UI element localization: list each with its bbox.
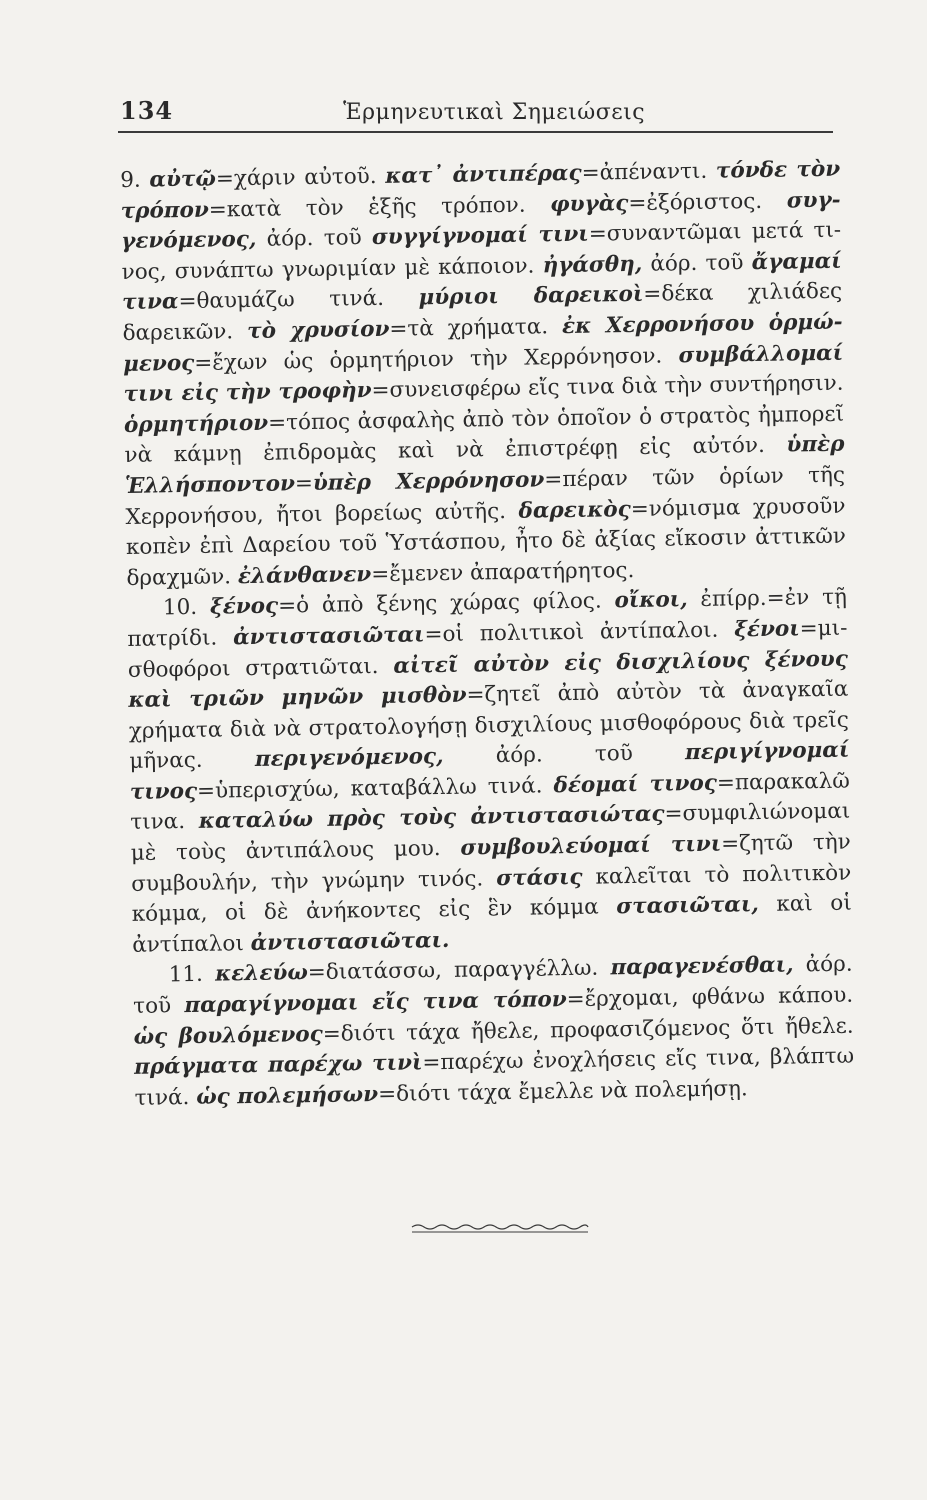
gloss-term: πράγματα παρέχω τινὶ (133, 1050, 423, 1081)
gloss-text: =παρακαλῶ τινα. (130, 768, 850, 836)
gloss-term: τόνδε τὸν τρόπον (120, 156, 841, 224)
gloss-text: ἀόρ. τοῦ (133, 952, 853, 1019)
gloss-text: =ζητεῖ ἀπὸ αὐτὸν τὰ ἀναγκαῖα χρήματα διὰ νὰ στρατολογήσῃ δισχιλίους μισθοφόρους διὰ τρεῖς μῆνας. (128, 676, 849, 775)
gloss-text: =ἐξόριστος. (628, 188, 787, 216)
gloss-term: ξένος (209, 593, 279, 620)
gloss-term: μύριοι δαρεικοὶ (418, 282, 644, 311)
gloss-term: ἠγάσθη, (542, 251, 643, 279)
gloss-term: συμβάλλομαί τινι εἰς τὴν τροφὴν (123, 340, 844, 408)
page-header (120, 96, 832, 125)
gloss-text: =διότι τάχα ἔμελλε νὰ πολεμήσῃ. (377, 1076, 748, 1107)
gloss-text: ἀόρ. τοῦ (642, 249, 752, 277)
gloss-text: =συμφιλιώνομαι μὲ τοὺς ἀντιπάλους μου. (130, 799, 851, 866)
gloss-text: =συνεισφέρω εἴς τινα διὰ τὴν συντήρησιν. (371, 370, 844, 404)
gloss-text: =διότι τάχα ἤθελε, προφασιζόμενος ὅτι ἤθελε. (322, 1013, 854, 1047)
gloss-term: ὑπὲρ Χερρόνησον (312, 467, 545, 496)
gloss-text: ἀόρ. τοῦ (443, 740, 686, 770)
gloss-term: φυγὰς (549, 190, 629, 217)
gloss-text: =νόμισμα χρυσοῦν κοπὲν ἐπὶ Δαρείου τοῦ Ὑστάσπου, ἦτο δὲ ἀξίας εἴκοσιν ἀττικῶν δραχμῶν. (125, 493, 847, 591)
gloss-text: =διατάσσω, παραγγέλλω. (307, 955, 611, 986)
page-number: 134 (120, 96, 174, 125)
gloss-text: =παρέχω ἐνοχλήσεις εἴς τινα, βλάπτω τινά. (134, 1043, 855, 1111)
gloss-term: παραγενέσθαι, (610, 952, 794, 981)
gloss-text: καλεῖται τὸ πολιτικὸν κόμμα, οἱ δὲ ἀνήκοντες εἰς ἓν κόμμα (131, 860, 852, 928)
gloss-text: =ἔμενεν ἀπαρατήρητος. (371, 557, 635, 587)
gloss-text: =συναντῶμαι μετά τινος, συνάπτω γνωριμίαν μὲ κάποιον. (121, 217, 842, 285)
paragraph-11 (132, 950, 854, 1114)
gloss-term: καταλύω πρὸς τοὺς ἀντιστασιώτας (198, 801, 665, 835)
gloss-text: =κατὰ τὸν ἑξῆς τρόπον. (208, 191, 551, 223)
gloss-term: παραγίγνομαι εἴς τινα τόπον (184, 987, 567, 1019)
gloss-term: ὡς πολεμήσων (196, 1081, 379, 1110)
gloss-term: ἀντιστασιῶται. (250, 927, 450, 956)
text-body (120, 155, 855, 1115)
gloss-term: ἀντιστασιῶται (232, 622, 425, 651)
gloss-text: 11. (168, 962, 216, 988)
gloss-term: οἴκοι, (614, 587, 688, 614)
gloss-term: ἐκ Χερρονήσου ὁρμώμενος (122, 309, 843, 377)
gloss-term: ξένοι (734, 616, 800, 643)
gloss-term: αὐτῷ (149, 166, 217, 193)
gloss-term: συμβουλεύομαί τινι (460, 831, 722, 861)
gloss-text: ἀόρ. τοῦ (256, 225, 373, 253)
gloss-term: κατ᾽ ἀντιπέρας (385, 160, 582, 189)
gloss-term: ὑπὲρ Ἑλλήσποντον (124, 432, 845, 499)
section-end-ornament (410, 1222, 590, 1236)
gloss-text: =ἀπέναντι. (581, 158, 717, 186)
gloss-term: κελεύω (214, 960, 309, 988)
gloss-term: περιγίγνομαί τινος (129, 737, 850, 805)
gloss-text: καὶ οἱ ἀντίπαλοι (132, 890, 852, 958)
gloss-text: 10. (162, 594, 211, 621)
paragraph-10 (127, 583, 853, 961)
gloss-text: =θαυμάζω τινά. (178, 285, 419, 315)
gloss-text: =ὑπερισχύω, καταβάλλω τινά. (196, 773, 554, 804)
gloss-text: =ἔχων ὡς ὁρμητήριον τὴν Χερρόνησον. (194, 342, 679, 376)
gloss-text: =πέραν τῶν ὁρίων τῆς Χερρονήσου, ἤτοι βορείως αὐτῆς. (125, 462, 846, 530)
gloss-term: ὡς βουλόμενος (133, 1021, 323, 1050)
gloss-text: =τόπος ἀσφαλὴς ἀπὸ τὸν ὁποῖον ὁ στρατὸς ἠμπορεῖ νὰ κάμνῃ ἐπιδρομὰς καὶ νὰ ἐπιστρέφῃ εἰς αὐτόν. (124, 401, 845, 469)
gloss-term: δέομαί τινος (553, 770, 718, 799)
gloss-term: ἄγαμαί τινα (121, 248, 842, 316)
gloss-text: =ζητῶ τὴν συμβουλήν, τὴν γνώμην τινός. (131, 829, 851, 897)
gloss-term: συγγενόμενος, (120, 187, 841, 255)
gloss-text: ἐπίρρ.=ἐν τῇ πατρίδι. (127, 584, 848, 652)
gloss-term: ὁρμητήριον (123, 410, 269, 438)
gloss-term: στασιῶται, (616, 892, 759, 920)
gloss-text: =ἔρχομαι, φθάνω κάπου. (566, 982, 854, 1013)
gloss-term: περιγενόμενος, (254, 744, 444, 773)
gloss-term: συγγίγνομαί τινι (371, 221, 589, 251)
gloss-term: αἰτεῖ αὐτὸν εἰς δισχιλίους ξένους καὶ τριῶν μηνῶν μισθὸν (128, 646, 849, 714)
paragraph-9 (120, 155, 847, 595)
gloss-text: =μισθοφόροι στρατιῶται. (127, 615, 848, 683)
gloss-term: στάσις (496, 864, 583, 891)
gloss-text: 9. (120, 167, 150, 193)
gloss-text: =χάριν αὐτοῦ. (215, 163, 386, 192)
gloss-term: ἐλάνθανεν (237, 561, 372, 589)
gloss-term: δαρεικὸς (518, 496, 631, 524)
gloss-text: =οἱ πολιτικοὶ ἀντίπαλοι. (424, 617, 735, 648)
gloss-text: =τὰ χρήματα. (389, 314, 563, 342)
gloss-text: = (294, 470, 314, 497)
gloss-text: =ὁ ἀπὸ ξένης χώρας φίλος. (277, 588, 615, 619)
gloss-term: τὸ χρυσίον (246, 316, 390, 344)
running-title: Ἑρμηνευτικαὶ Σημειώσεις (343, 100, 646, 125)
gloss-text: =δέκα χιλιάδες δαρεικῶν. (122, 279, 843, 346)
header-rule (118, 131, 833, 133)
